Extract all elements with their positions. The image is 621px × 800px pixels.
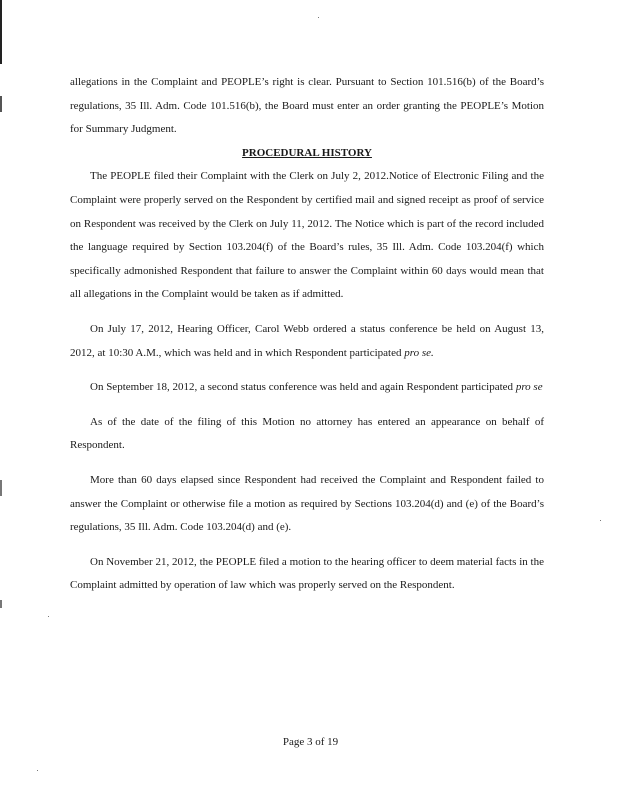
paragraph-second-status-conference (70, 376, 544, 400)
scan-edge-mark (0, 0, 2, 800)
scan-speck (600, 520, 601, 521)
italic-term: pro se. (404, 346, 434, 359)
document-body (70, 71, 544, 598)
scan-speck (37, 770, 38, 771)
paragraph-text: On September 18, 2012, a second status conference was held and again Respondent participated (90, 381, 514, 394)
paragraph-text: On July 17, 2012, Hearing Officer, Carol Webb ordered a status conference be held on August 13, 2012, at 10:30 A.M., which was held and in which Respondent participated (70, 322, 544, 359)
section-heading: PROCEDURAL HISTORY (242, 146, 372, 159)
paragraph-first-status-conference (70, 318, 544, 365)
paragraph-no-attorney: As of the date of the filing of this Motion no attorney has entered an appearance on behalf of Respondent. (70, 415, 544, 452)
scan-speck (318, 17, 319, 18)
page-number-footer: Page 3 of 19 (282, 736, 339, 748)
opening-paragraph: allegations in the Complaint and PEOPLE’s right is clear. Pursuant to Section 101.516(b) of the Board’s regulations, 35 Ill. Adm. Code 101.516(b), the Board must enter an order granting the PEOPLE’s Motion for Summary Judgment. (70, 76, 544, 136)
paragraph-motion-to-deem: On November 21, 2012, the PEOPLE filed a motion to the hearing officer to deem material facts in the Complaint admitted by operation of law which was properly served on the Respondent. (70, 555, 544, 592)
paragraph-failure-to-answer: More than 60 days elapsed since Respondent had received the Complaint and Respondent failed to answer the Complaint or otherwise file a motion as required by Sections 103.204(d) and (e) of the Board’s regulations, 35 Ill. Adm. Code 103.204(d) and (e). (70, 473, 544, 534)
italic-term: pro se (515, 381, 543, 394)
scan-speck (48, 616, 49, 617)
paragraph-complaint-filed: The PEOPLE filed their Complaint with the Clerk on July 2, 2012.Notice of Electronic Filing and the Complaint were properly served on the Respondent by certified mail and signed receipt as proof of service on Respondent was received by the Clerk on July 11, 2012. The Notice which is part of the record included the language required by Section 103.204(f) of the Board’s rules, 35 Ill. Adm. Code 103.204(f) which specifically admonished Respondent that failure to answer the Complaint within 60 days would mean that all allegations in the Complaint would be taken as if admitted. (70, 170, 544, 301)
